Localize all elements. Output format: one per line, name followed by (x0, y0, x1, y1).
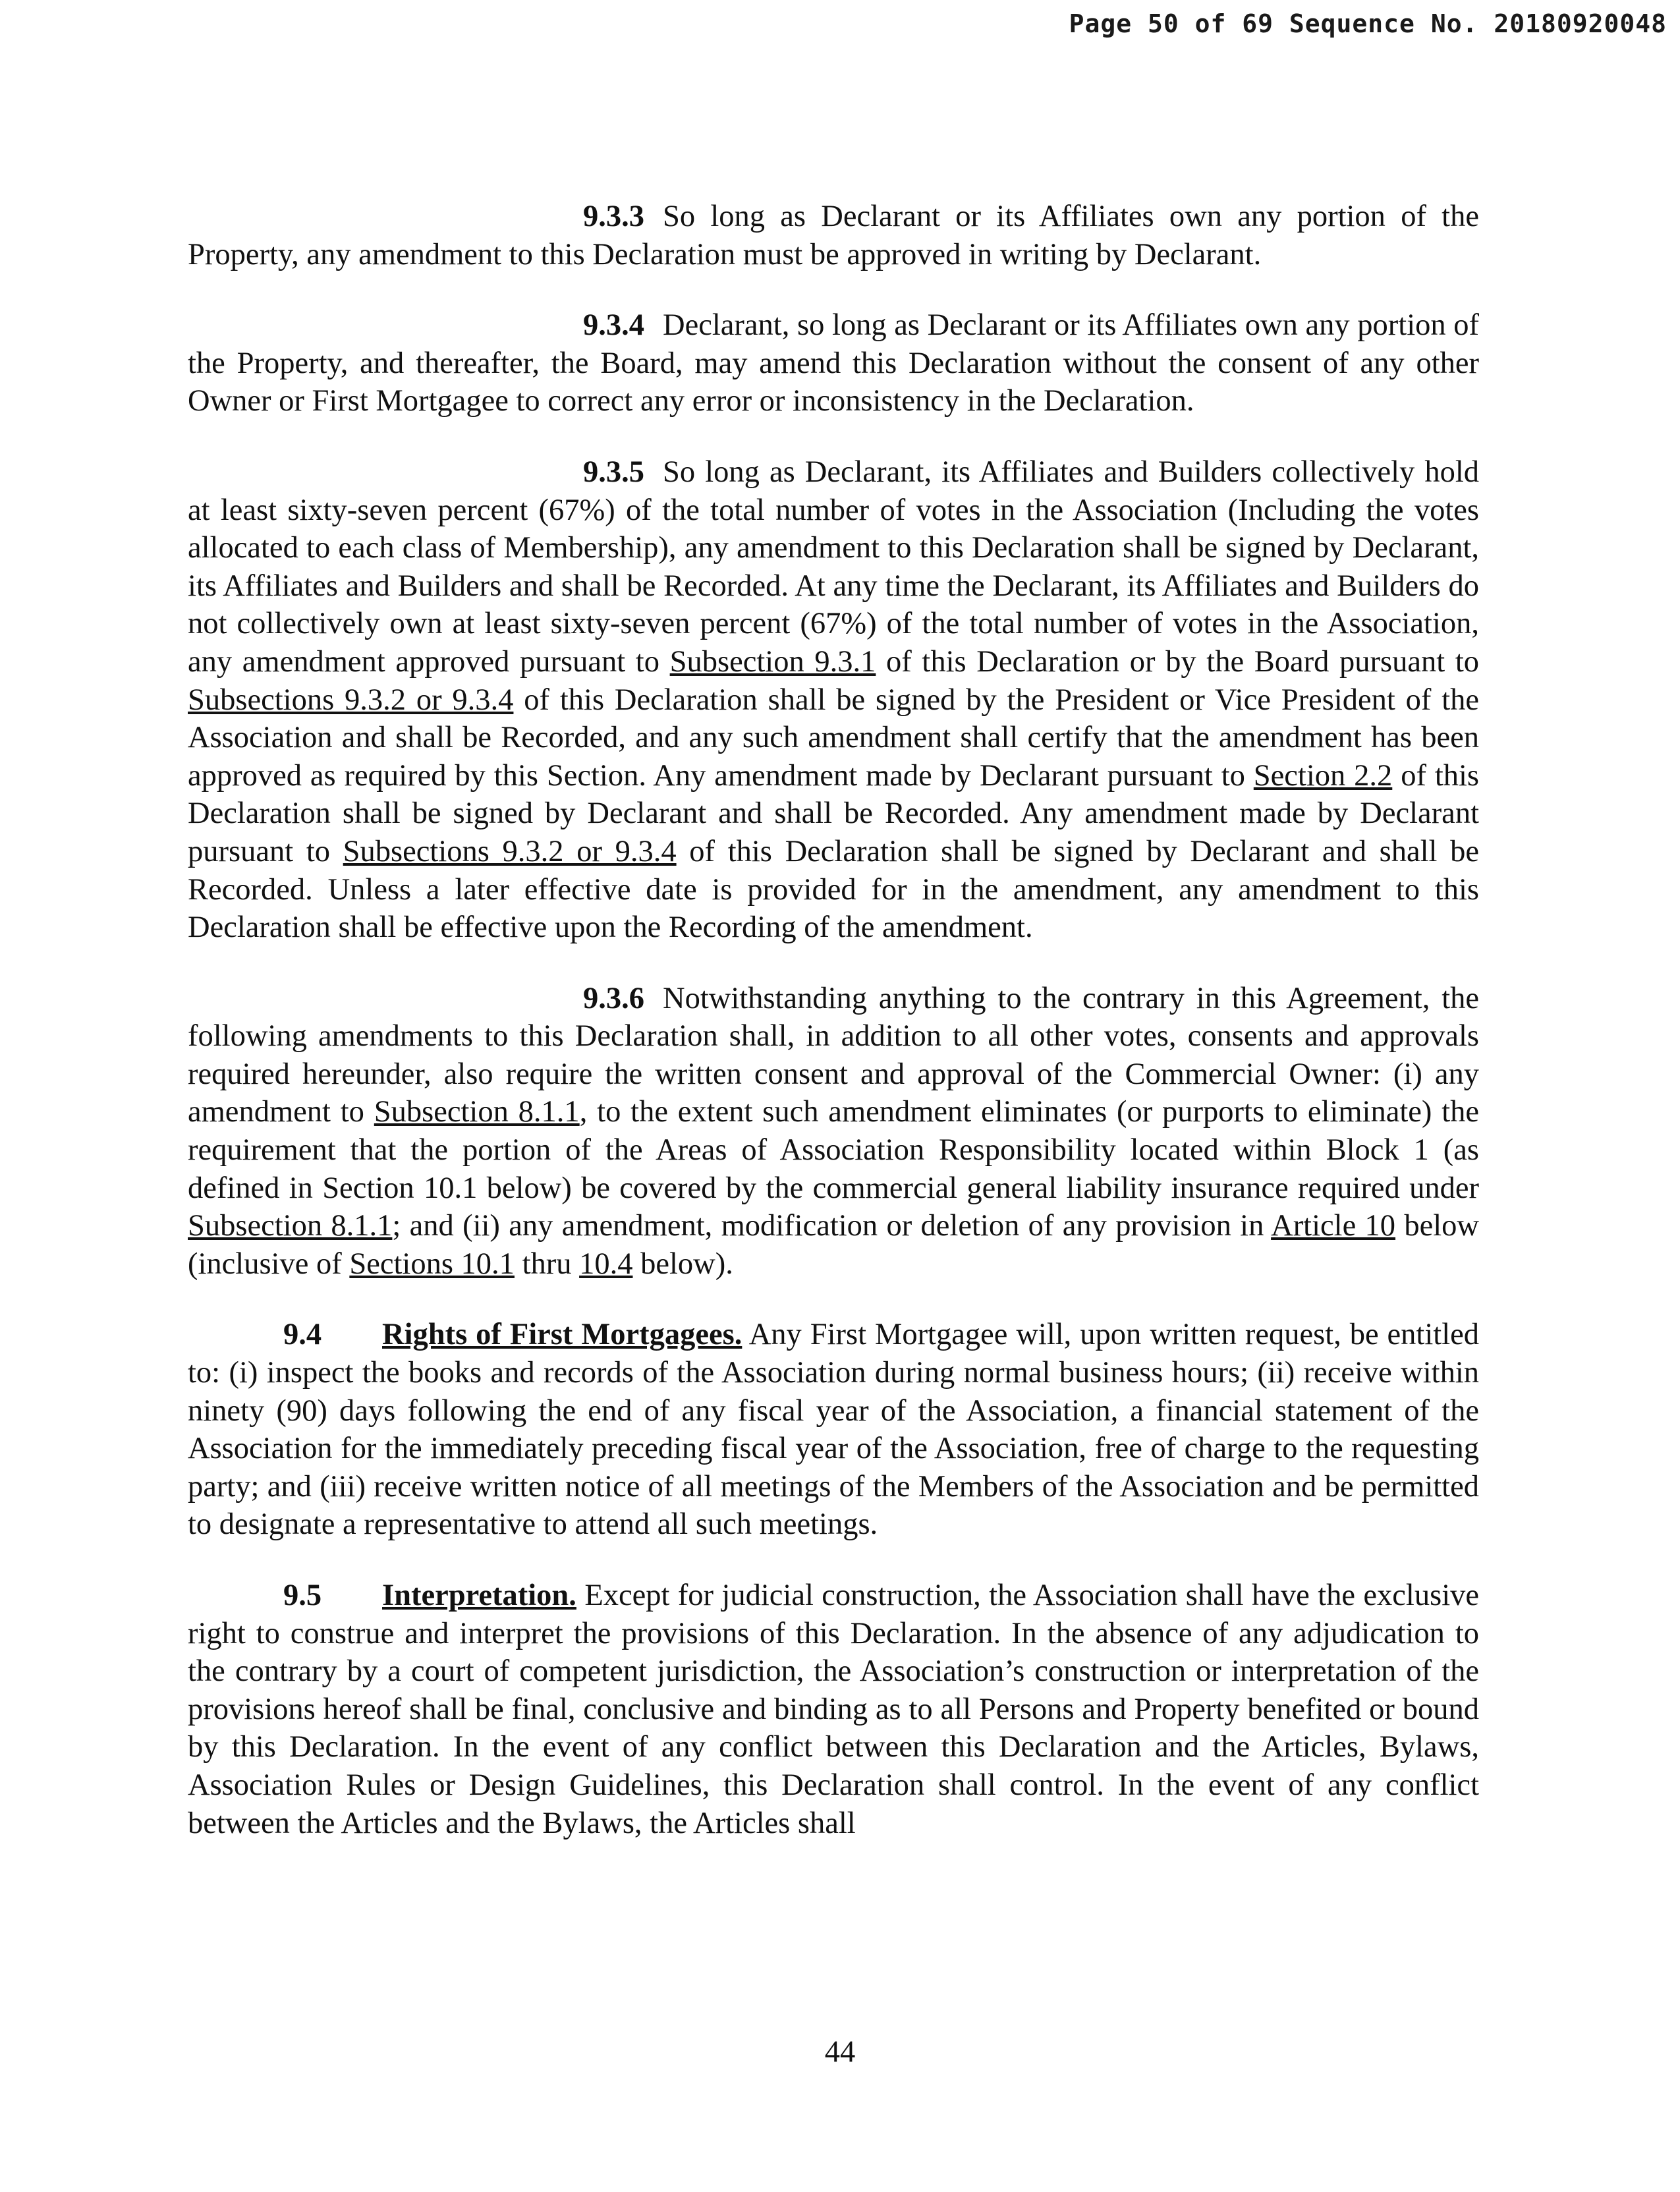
cross-reference: Subsection 9.3.1 (669, 644, 876, 679)
paragraph-text: of this Declaration shall be signed by Declarant and shall be Recorded. Unless a later effective date is provided for in the amendment, any amendment to this Declaration shall be effective upon the Recording of the amendment. (188, 834, 1480, 945)
paragraph-text: Declarant, so long as Declarant or its Affiliates own any portion of the Property, and thereafter, the Board, may amend this Declaration without the consent of any other Owner or First Mortgagee to correct any error or inconsistency in the Declaration. (188, 308, 1479, 418)
paragraph-9-3-5 (188, 453, 1479, 947)
paragraph-9-3-6 (188, 980, 1479, 1283)
paragraph-text: of this Declaration or by the Board pursuant to (886, 644, 1480, 679)
cross-reference: 10.4 (579, 1247, 633, 1281)
cross-reference: Subsections 9.3.2 or 9.3.4 (188, 683, 514, 717)
section-number: 9.5 (283, 1579, 322, 1612)
paragraph-text: , to the extent such amendment eliminates (or purports to eliminate) the requirement that the portion of the Areas of Association Responsibility located within Block 1 (as defined in Section 10.1 below) be covered by the commercial general liability insurance required under (188, 1095, 1480, 1205)
paragraph-text: of this Declaration shall be signed by Declarant and shall be Recorded. Any amendment made by Declarant pursuant to (188, 758, 1480, 868)
paragraph-text: So long as Declarant, its Affiliates and Builders collectively hold at least sixty-seven percent (67%) of the total number of votes in the Association (Including the votes allocated to each class of Membership), any amendment to this Declaration shall be signed by Declarant, its Affiliates and Builders and shall be Recorded. At any time the Declarant, its Affiliates and Builders do not collectively own at least sixty-seven percent (67%) of the total number of votes in the Association, any amendment approved pursuant to (188, 455, 1479, 679)
section-number: 9.3.6 (583, 981, 644, 1015)
cross-reference: Sections 10.1 (349, 1247, 515, 1281)
paragraph-9-3-4 (188, 306, 1479, 420)
paragraph-text: Except for judicial construction, the Association shall have the exclusive right to construe and interpret the provisions of this Declaration. In the absence of any adjudication to the contrary by a court of competent jurisdiction, the Association’s construction or interpretation of the provisions hereof shall be final, conclusive and binding as to all Persons and Property benefited or bound by this Declaration. In the event of any conflict between this Declaration and the Articles, Bylaws, Association Rules or Design Guidelines, this Declaration shall control. In the event of any conflict between the Articles and the Bylaws, the Articles shall (188, 1579, 1480, 1840)
paragraph-text: thru (522, 1247, 572, 1281)
section-number: 9.3.5 (583, 455, 644, 489)
paragraph-text: Any First Mortgagee will, upon written request, be entitled to: (i) inspect the books and records of the Association during normal business hours; (ii) receive within ninety (90) days following the end of any fiscal year of the Association, a financial statement of the Association for the immediately preceding fiscal year of the Association, free of charge to the requesting party; and (iii) receive written notice of all meetings of the Members of the Association and be permitted to designate a representative to attend all such meetings. (188, 1318, 1480, 1542)
section-heading: Rights of First Mortgagees. (382, 1318, 742, 1352)
section-9-4 (188, 1316, 1479, 1544)
section-number: 9.3.3 (583, 200, 644, 233)
cross-reference: Subsection 8.1.1 (188, 1209, 393, 1243)
paragraph-text: of this Declaration shall be signed by the President or Vice President of the Association and shall be Recorded, and any such amendment shall certify that the amendment has been approved as required by this Section. Any amendment made by Declarant pursuant to (188, 683, 1479, 793)
cross-reference: Article 10 (1271, 1209, 1396, 1243)
paragraph-text: Notwithstanding anything to the contrary in this Agreement, the following amendments to this Declaration shall, in addition to all other votes, consents and approvals required hereunder, also require the written consent and approval of the Commercial Owner: (i) any amendment to (188, 981, 1479, 1129)
document-body (188, 198, 1479, 1875)
cross-reference: Subsections 9.3.2 or 9.3.4 (343, 834, 677, 868)
section-heading: Interpretation. (382, 1579, 576, 1612)
paragraph-9-3-3 (188, 198, 1479, 273)
cross-reference: Section 2.2 (1253, 758, 1393, 793)
paragraph-text: below (inclusive of (188, 1209, 1480, 1281)
section-number: 9.4 (283, 1318, 322, 1352)
section-9-5 (188, 1577, 1479, 1842)
paragraph-text: So long as Declarant or its Affiliates own any portion of the Property, any amendment to this Declaration must be approved in writing by Declarant. (188, 200, 1479, 271)
recording-stamp: Page 50 of 69 Sequence No. 20180920048 (1069, 9, 1667, 38)
paragraph-text: below). (640, 1247, 733, 1281)
cross-reference: Subsection 8.1.1 (374, 1095, 580, 1129)
paragraph-text: ; and (ii) any amendment, modification or deletion of any provision in (392, 1209, 1264, 1243)
section-number: 9.3.4 (583, 308, 644, 343)
page-number: 44 (824, 2035, 856, 2069)
